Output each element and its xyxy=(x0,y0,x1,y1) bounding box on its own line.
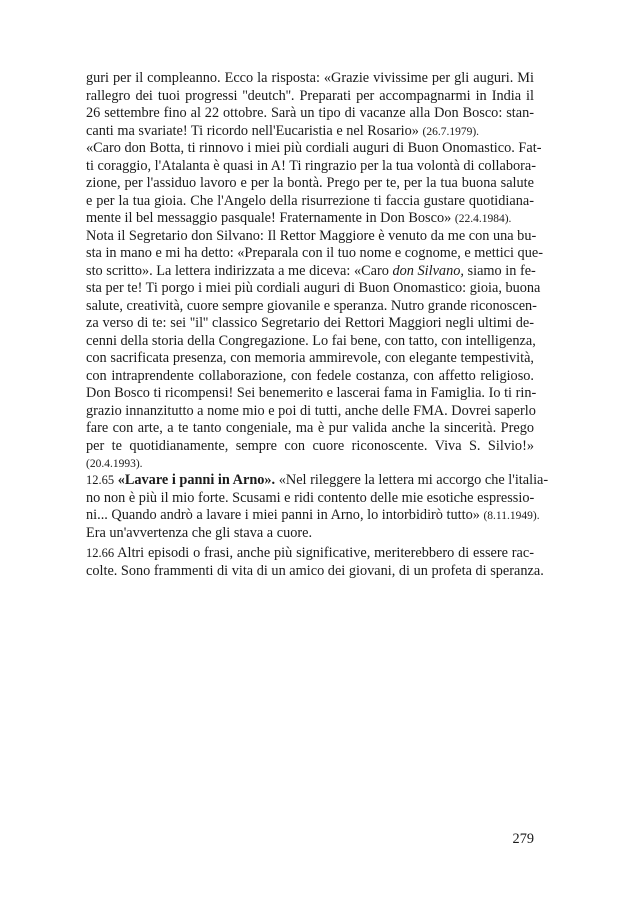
text-line: grazio innanzitutto a nome mio e poi di tutti, anche delle FMA. Dovrei saperlo xyxy=(86,402,536,419)
text-line: per te quotidianamente, sempre con cuore riconoscente. Viva S. Silvio!» xyxy=(86,437,534,454)
text-fragment: Altri episodi o frasi, anche più significative, meriterebbero di essere rac- xyxy=(114,545,534,561)
section-12-65 xyxy=(86,472,549,542)
text-line xyxy=(86,472,549,490)
text-line: Era un'avvertenza che gli stava a cuore. xyxy=(86,524,313,541)
text-line: cenni della storia della Congregazione. Lo fai bene, con tatto, con intelligenza, xyxy=(86,332,536,349)
text-fragment: «Nel rileggere la lettera mi accorgo che l'italia- xyxy=(275,472,549,488)
section-12-66 xyxy=(86,545,544,580)
text-line: Nota il Segretario don Silvano: Il Rettor Maggiore è venuto da me con una bu- xyxy=(86,227,537,244)
text-line xyxy=(86,123,534,141)
text-line: zione, per l'assiduo lavoro e per la bontà. Prego per te, per la tua buona salute xyxy=(86,175,534,191)
text-line xyxy=(86,507,540,525)
date-citation: (20.4.1993). xyxy=(86,458,143,470)
page-number: 279 xyxy=(512,831,534,847)
paragraph-birthday-reply xyxy=(86,70,534,140)
text-line: e per la tua gioia. Che l'Angelo della risurrezione ti faccia gustare quotidiana- xyxy=(86,192,534,209)
paragraph-segretario-silvano xyxy=(86,227,543,473)
text-line: «Caro don Botta, ti rinnovo i miei più cordiali auguri di Buon Onomastico. Fat- xyxy=(86,140,542,156)
text-line: con intraprendente collaborazione, con fedele costanza, con affetto religioso. xyxy=(86,367,534,384)
text-fragment: siamo in fe- xyxy=(463,262,536,279)
text-line xyxy=(86,263,534,281)
text-fragment: canti ma svariate! Ti ricordo nell'Eucaristia e nel Rosario» xyxy=(86,122,419,139)
section-number: 12.66 xyxy=(86,546,115,560)
date-citation: (22.4.1984). xyxy=(454,213,512,225)
italic-name: don Silvano, xyxy=(392,262,464,279)
text-line xyxy=(86,210,534,228)
text-line: guri per il compleanno. Ecco la risposta: «Grazie vivissime per gli auguri. Mi xyxy=(86,70,534,86)
text-line: rallegro dei tuoi progressi ''deutch''. Preparati per accompagnarmi in India il xyxy=(86,87,534,104)
text-line: 26 settembre fino al 22 ottobre. Sarà un tipo di vacanze alla Don Bosco: stan- xyxy=(86,105,534,121)
text-fragment: sto scritto». La lettera indirizzata a me diceva: «Caro xyxy=(86,262,393,279)
text-fragment: mente il bel messaggio pasquale! Fraternamente in Don Bosco» xyxy=(86,210,452,226)
text-line: fare con arte, a te tanto congeniale, ma è pur valida anche la sincerità. Prego xyxy=(86,420,534,436)
text-line: con sacrificata presenza, con memoria ammirevole, con elegante tempestività, xyxy=(86,350,534,366)
text-line: sta in mano e mi ha detto: «Preparala con il tuo nome e cognome, e mettici que- xyxy=(86,245,543,261)
date-citation: (26.7.1979). xyxy=(422,125,480,138)
text-fragment: ni... Quando andrò a lavare i miei panni in Arno, lo intorbidirò tutto» xyxy=(86,507,480,523)
section-title: «Lavare i panni in Arno». xyxy=(117,472,276,488)
text-line xyxy=(86,545,534,563)
text-line: Don Bosco ti ricompensi! Sei benemerito e lascerai fama in Famiglia. Io ti rin- xyxy=(86,385,537,401)
text-line: sta per te! Ti porgo i miei più cordiali auguri di Buon Onomastico: gioia, buona xyxy=(86,280,541,296)
paragraph-onomastico-botta xyxy=(86,140,542,228)
text-line xyxy=(86,455,534,473)
text-line: no non è più il mio forte. Scusami e ridi contento delle mie esotiche espressio- xyxy=(86,489,535,506)
date-citation: (8.11.1949). xyxy=(483,510,540,522)
text-line: salute, creatività, cuore sempre giovanile e speranza. Nutro grande riconoscen- xyxy=(86,297,537,314)
text-line: colte. Sono frammenti di vita di un amico dei giovani, di un profeta di speranza. xyxy=(86,562,544,579)
section-number: 12.65 xyxy=(86,473,115,487)
text-line: za verso di te: sei ''il'' classico Segretario dei Rettori Maggiori negli ultimi de- xyxy=(86,315,534,331)
text-line: ti coraggio, l'Atalanta è quasi in A! Ti ringrazio per la tua volontà di collabora- xyxy=(86,157,537,174)
